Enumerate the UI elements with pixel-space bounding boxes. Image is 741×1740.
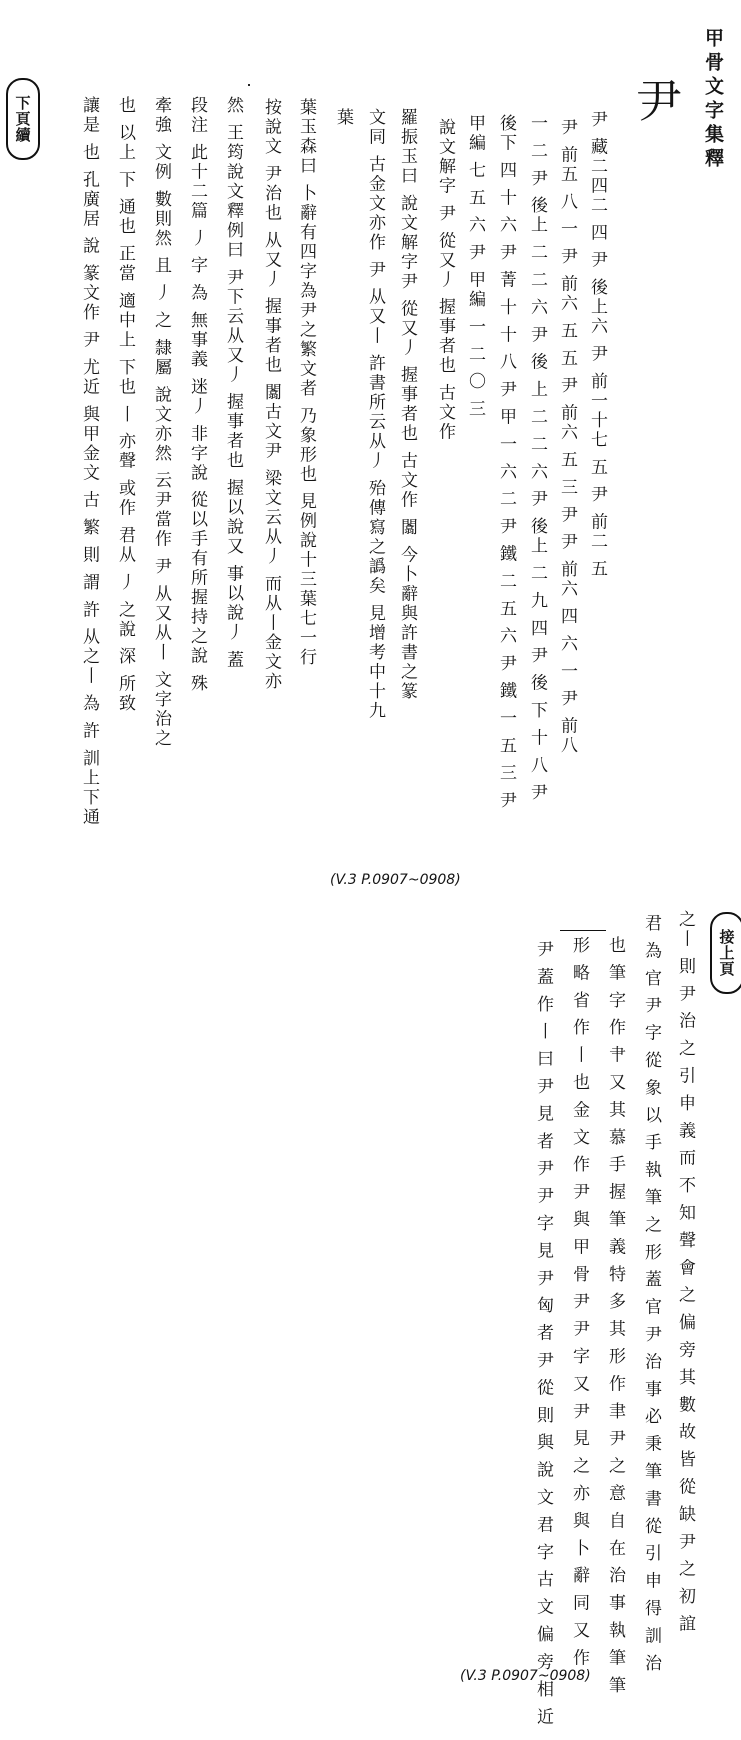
text-column-b3: 也 筆 字 作 肀 又 其 慕 手 握 筆 義 特 多 其 形 作 聿 尹 之 意 自 在 治 事 執 筆 筆: [605, 936, 625, 1696]
text-column-15: 也 以上 下 通也 正當 適中上 下也 丨 亦聲 或作 君从 丿 之說 深 所致: [115, 96, 135, 714]
text-column-11: 按說文 尹治也 从又丿 握事者也 闟古文尹 梁文云从丿 而从丨金文亦: [261, 98, 281, 692]
text-column-1: 尹 藏二四二 四 尹 後上六 尹 前一十七 五 尹 前二 五: [587, 110, 607, 580]
text-column-5: 甲編 七 五 六 尹 甲編 一 二 〇 三: [465, 114, 485, 420]
text-column-b4: 形 略 省 作 丨 也 金 文 作 尹 與 甲 骨 尹 尹 字 又 尹 見 之 亦 與 卜 辭 同 又 作: [569, 936, 589, 1668]
text-column-3: 一 二 尹 後上 二 二 六 尹 後 上 二 二 六 尹 後上 二 九 四 尹 後 下 十 八 尹: [527, 114, 547, 803]
text-column-14: 牽強 文例 數則然 且 丿 之 隸屬 說文亦然 云尹當作 尹 从又从丨 文字治之: [151, 96, 171, 749]
text-column-10: 葉玉森曰 卜辭有四字為尹之繁文者 乃象形也 見例說十三葉七一行: [296, 98, 316, 668]
text-column-b1: 之丨 則 尹 治 之 引 申 義 而 不 知 聲 會 之 偏 旁 其 數 故 皆 從 缺 尹 之 初 誼: [675, 910, 695, 1635]
margin-stroke: [560, 930, 606, 931]
continued-next-page-stamp: 下頁續: [6, 78, 40, 160]
text-column-7: 羅振玉曰 說文解字尹 從又丿 握事者也 古文作 闟 今卜辭與許書之篆: [397, 108, 417, 702]
book-title: 甲骨文字集釋: [702, 28, 724, 172]
text-column-16: 讓是 也 孔廣居 說 篆文作 尹 尤近 與甲金文 古 繁 則 謂 許 从之丨 為 許 訓上下通: [79, 96, 99, 827]
continued-from-previous-page-stamp: 接上頁: [710, 912, 741, 994]
text-column-12: 然 王筠說文釋例曰 尹下云从又丿 握事者也 握以說又 事以說丿 蓋: [223, 96, 243, 670]
head-character: 尹: [636, 74, 682, 128]
text-column-8: 文同 古金文亦作 尹 从又丨 許書所云从丿 殆傳寫之譌矣 見增考中十九: [365, 108, 385, 721]
volume-page-reference: (V.3 P.0907~0908): [330, 872, 461, 888]
text-column-13: 段注 此十二篇 丿 字 為 無事義 迷丿 非字說 從以手有所握持之說 殊: [187, 96, 207, 694]
volume-page-reference: (V.3 P.0907~0908): [460, 1668, 591, 1684]
manuscript-page-bottom: [0, 900, 741, 1740]
text-column-4: 後下 四 十 六 尹 菁 十 十 八 尹 甲 一 六 二 尹 鐵 二 五 六 尹 鐵 一 五 三 尹: [496, 114, 516, 811]
text-column-9: 葉: [333, 108, 353, 128]
text-column-6: 說文解字 尹 從又丿 握事者也 古文作: [435, 118, 455, 443]
text-column-2: 尹 前五 八 一 尹 前六 五 五 尹 前六 五 三 尹 尹 前六 四 六 一 尹 前八: [557, 118, 577, 756]
ink-speck: [248, 84, 250, 86]
text-column-b2: 君 為 官 尹 字 從 象 以 手 執 筆 之 形 蓋 官 尹 治 事 必 秉 筆 書 從 引 申 得 訓 治: [641, 914, 661, 1674]
text-column-b5: 尹 蓋 作 丨 曰 尹 見 者 尹 尹 字 見 尹 匈 者 尹 從 則 與 說 文 君 字 古 文 偏 旁 相 近: [533, 940, 553, 1727]
